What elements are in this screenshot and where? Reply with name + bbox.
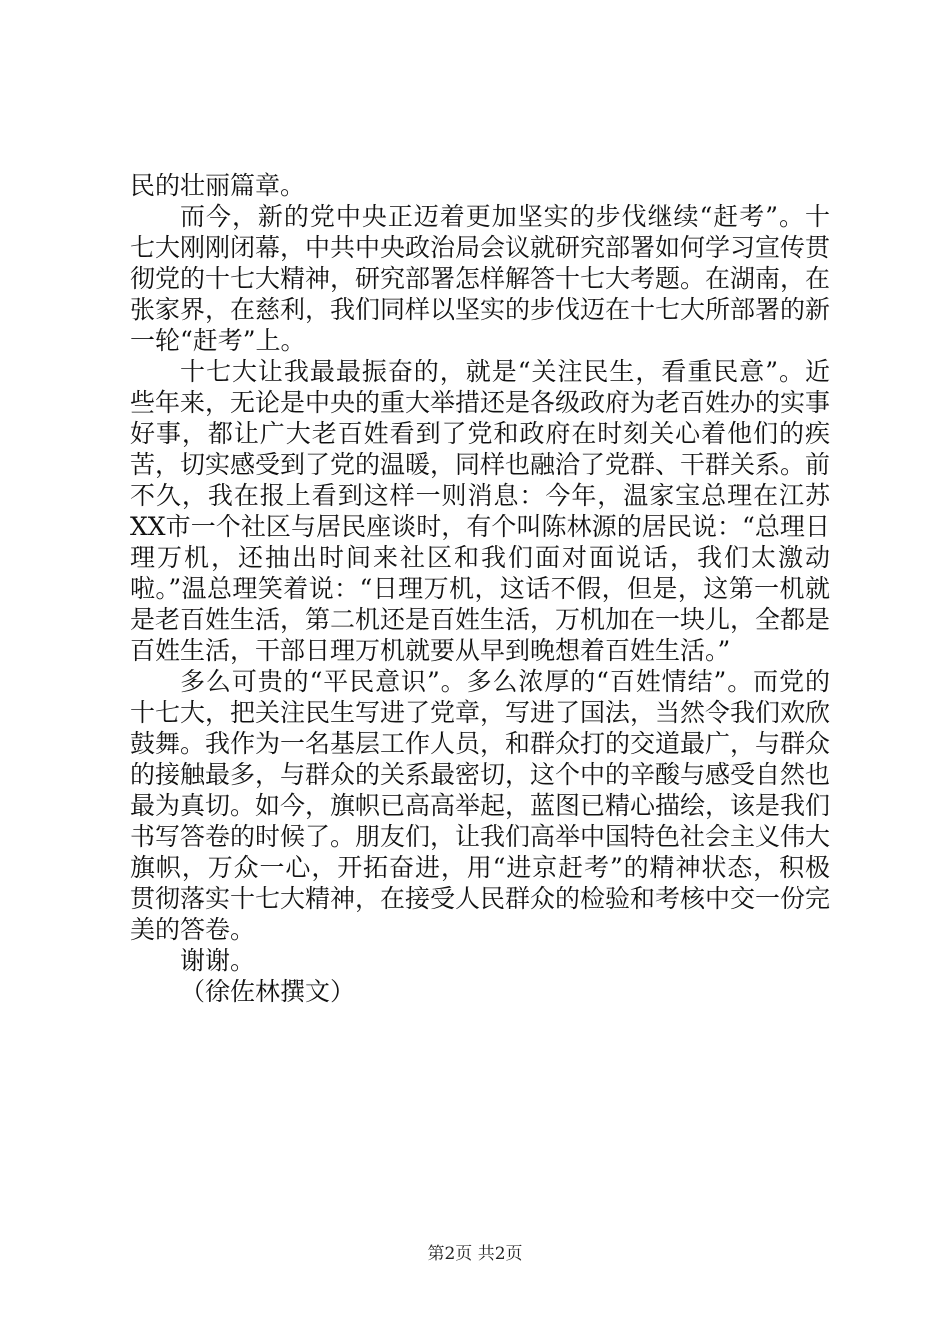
paragraph-continuation: 民的壮丽篇章。	[130, 171, 306, 200]
thanks-line: 谢谢。	[180, 946, 256, 975]
document-body	[130, 170, 830, 1007]
paragraph-pingmin: 多么可贵的“平民意识”。多么浓厚的“百姓情结”。而党的十七大，把关注民生写进了党章，写进了国法，当然令我们欢欣鼓舞。我作为一名基层工作人员，和群众打的交道最广，与群众的接触最多，与群众的关系最密切，这个中的辛酸与感受自然也最为真切。如今，旗帜已高高举起，蓝图已精心描绘，该是我们书写答卷的时候了。朋友们，让我们高举中国特色社会主义伟大旗帜，万众一心，开拓奋进，用“进京赶考”的精神状态，积极贯彻落实十七大精神，在接受人民群众的检验和考核中交一份完美的答卷。	[130, 667, 831, 944]
author-line: （徐佐林撰文）	[180, 977, 356, 1006]
paragraph-minsheng: 十七大让我最最振奋的，就是“关注民生，看重民意”。近些年来，无论是中央的重大举措还是各级政府为老百姓办的实事好事，都让广大老百姓看到了党和政府在时刻关心着他们的疾苦，切实感受到了党的温暖，同样也融洽了党群、干群关系。前不久，我在报上看到这样一则消息：今年，温家宝总理在江苏XX市一个社区与居民座谈时，有个叫陈林源的居民说：“总理日理万机，还抽出时间来社区和我们面对面说话，我们太激动啦。”温总理笑着说：“日理万机，这话不假，但是，这第一机就是老百姓生活，第二机还是百姓生活，万机加在一块儿，全都是百姓生活，干部日理万机就要从早到晚想着百姓生活。”	[130, 357, 831, 665]
page-number-footer: 第2页 共2页	[427, 1244, 523, 1264]
paragraph-gankao: 而今，新的党中央正迈着更加坚实的步伐继续“赶考”。十七大刚刚闭幕，中共中央政治局会议就研究部署如何学习宣传贯彻党的十七大精神，研究部署怎样解答十七大考题。在湖南，在张家界，在慈利，我们同样以坚实的步伐迈在十七大所部署的新一轮“赶考”上。	[130, 202, 831, 355]
